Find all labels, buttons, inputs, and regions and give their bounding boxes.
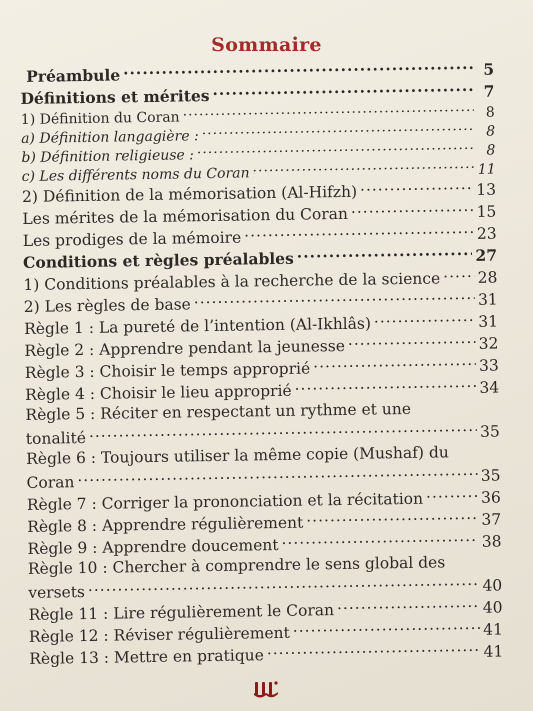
toc-entry-label: Conditions et règles préalables bbox=[22, 248, 294, 272]
toc-page-number: 32 bbox=[478, 334, 499, 353]
dot-leader bbox=[212, 81, 473, 101]
dot-leader bbox=[194, 289, 475, 309]
toc-entry-label: Préambule bbox=[26, 64, 121, 86]
toc-entry-label: Règle 7 : Corriger la prononciation et la récitation bbox=[26, 489, 424, 514]
toc-page-number: 8 bbox=[486, 123, 496, 140]
dot-leader bbox=[244, 223, 474, 242]
toc-entry-label: Règle 1 : La pureté de l’intention (Al-Ikhlâs) bbox=[23, 314, 372, 338]
toc-page-number: 7 bbox=[483, 81, 495, 101]
toc-page-number: 8 bbox=[486, 142, 496, 159]
dot-leader bbox=[297, 245, 473, 263]
toc-entry-label: b) Définition religieuse : bbox=[21, 147, 195, 166]
toc-page-number: 33 bbox=[478, 356, 499, 375]
toc-entry-label: Règle 9 : Apprendre doucement bbox=[27, 535, 279, 558]
toc-page-number: 34 bbox=[479, 378, 500, 397]
toc-entry-label: c) Les différents noms du Coran bbox=[21, 165, 250, 185]
toc-entry-label: 1) Définition du Coran bbox=[20, 109, 180, 128]
dot-leader bbox=[351, 201, 474, 218]
dot-leader bbox=[197, 141, 475, 159]
toc-entry-label: versets bbox=[28, 582, 86, 602]
dot-leader bbox=[293, 619, 481, 637]
toc-entry-label: Règle 8 : Apprendre régulièrement bbox=[27, 513, 304, 536]
toc-page-number: 35 bbox=[480, 466, 501, 485]
toc-entry-label: Les mérites de la mémorisation du Coran bbox=[22, 204, 349, 228]
toc-page-number: 8 bbox=[485, 104, 495, 121]
toc-page-number: 41 bbox=[483, 641, 504, 661]
toc-entry-label: Règle 6 : Toujours utiliser la même copie (Mushaf) du bbox=[26, 443, 449, 468]
toc-entry-label: 2) Les règles de base bbox=[23, 294, 191, 316]
toc-entry-label: tonalité bbox=[25, 428, 87, 448]
toc-page-number: 31 bbox=[478, 312, 499, 331]
toc-page-number: 41 bbox=[483, 619, 504, 639]
toc-entry-label: Coran bbox=[26, 472, 75, 492]
toc-page-number: 38 bbox=[481, 531, 502, 551]
dot-leader bbox=[123, 59, 473, 80]
dot-leader bbox=[294, 377, 476, 395]
dot-leader bbox=[281, 531, 479, 550]
toc-page-number: 36 bbox=[480, 488, 501, 507]
dot-leader bbox=[267, 641, 481, 660]
toc-entry-label: 2) Définition de la mémorisation (Al-Hifzh) bbox=[21, 182, 358, 206]
dot-leader bbox=[360, 179, 473, 196]
dot-leader bbox=[374, 311, 476, 328]
toc-entry-label: Règle 10 : Chercher à comprendre le sens global des bbox=[27, 553, 446, 578]
toc-entry-label: Règle 3 : Choisir le temps approprié bbox=[24, 358, 311, 382]
toc-page-number: 23 bbox=[476, 224, 497, 243]
toc-page-number: 27 bbox=[475, 245, 498, 265]
toc-page-number: 15 bbox=[476, 202, 497, 221]
page-title: Sommaire bbox=[211, 34, 322, 56]
toc-page-number: 11 bbox=[477, 161, 496, 178]
toc-entry-label: Règle 12 : Réviser régulièrement bbox=[28, 623, 290, 646]
dot-leader bbox=[443, 267, 475, 283]
toc-entry-label: Règle 13 : Mettre en pratique bbox=[29, 645, 264, 668]
dot-leader bbox=[426, 487, 478, 503]
toc-page-number: 35 bbox=[479, 422, 500, 441]
dot-leader bbox=[313, 355, 476, 373]
toc-page-number: 37 bbox=[481, 509, 502, 529]
toc-page-number: 40 bbox=[482, 575, 503, 595]
dot-leader bbox=[348, 333, 476, 351]
dot-leader bbox=[337, 597, 480, 615]
publisher-logo-icon bbox=[0, 678, 533, 704]
toc-entry-label: Règle 4 : Choisir le lieu approprié bbox=[25, 381, 292, 404]
toc-entry-label: Définitions et mérites bbox=[20, 85, 210, 108]
toc-entry-label: 1) Conditions préalables à la recherche de la science bbox=[23, 268, 441, 294]
toc-entry-label: Règle 2 : Apprendre pendant la jeunesse bbox=[24, 336, 346, 360]
table-of-contents bbox=[20, 59, 503, 670]
dot-leader bbox=[202, 122, 475, 140]
toc-page-number: 5 bbox=[483, 59, 495, 79]
toc-page-number: 28 bbox=[477, 268, 498, 287]
toc-entry-label: Règle 5 : Réciter en respectant un rythme et une bbox=[25, 399, 412, 424]
toc-entry-label: a) Définition langagière : bbox=[21, 128, 199, 147]
dot-leader bbox=[306, 509, 478, 527]
toc-entry-label: Règle 11 : Lire régulièrement le Coran bbox=[28, 600, 335, 624]
dot-leader bbox=[252, 160, 474, 177]
toc-entry-label: Les prodiges de la mémoire bbox=[22, 228, 242, 250]
toc-page-number: 31 bbox=[477, 290, 498, 309]
toc-page-number: 40 bbox=[482, 597, 503, 617]
toc-page-number: 13 bbox=[476, 180, 497, 199]
